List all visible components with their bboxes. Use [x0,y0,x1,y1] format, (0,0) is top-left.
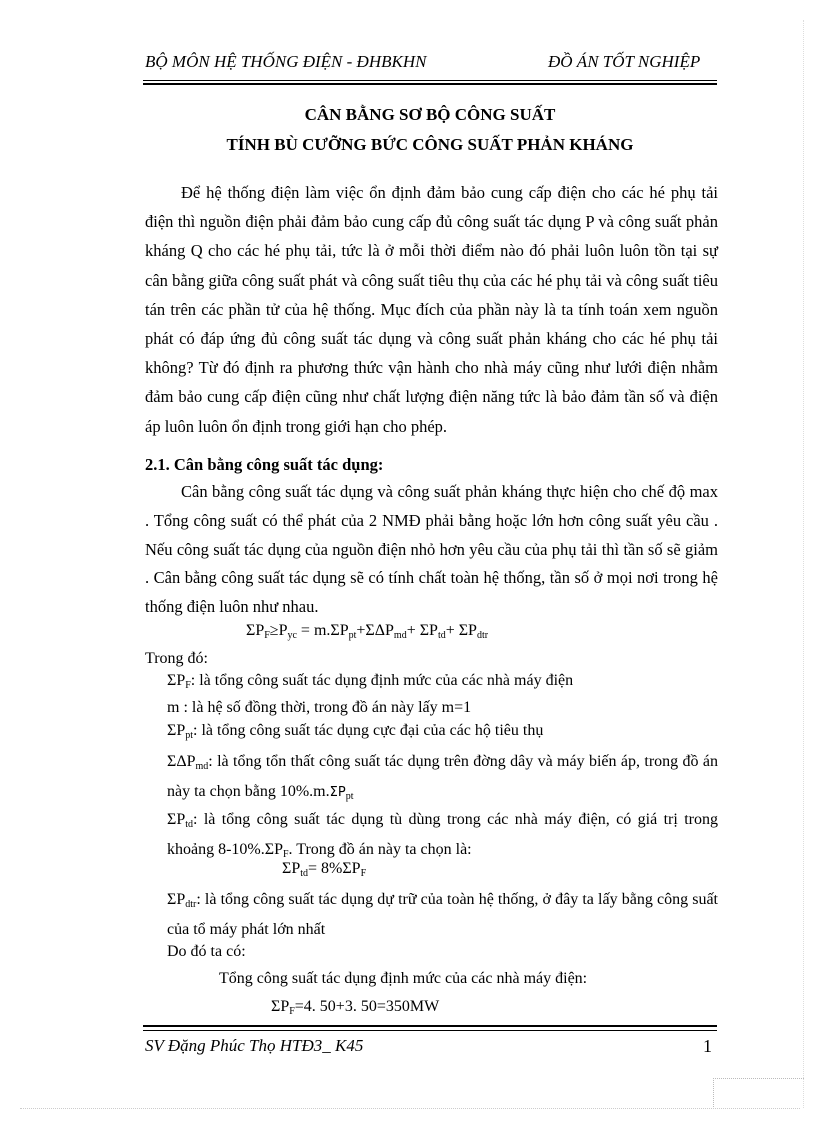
def-m: m : là hệ số đồng thời, trong đồ án này lấy m=1 [167,699,472,716]
title-line-2: TÍNH BÙ CƯỠNG BỨC CÔNG SUẤT PHẢN KHÁNG [226,135,634,154]
header-rule [143,80,717,81]
ptd-formula: $\Sigma P_{td}= 8\%\Sigma P_F$ [282,860,367,879]
page-bottom-guide [20,1108,800,1109]
total-formula: $\Sigma P_F=4$. 50+3. 50=350MW [271,998,440,1017]
def-pdtr: $\Sigma P_{dtr}$: là tổng công suất tác dụng dự trữ của toàn hệ thống, ở đây ta lấy bằng công suất của tổ máy phát lớn nhất [167,891,718,938]
intro-text: Để hệ thống điện làm việc ổn định đảm bảo cung cấp điện cho các hé phụ tải điện thì nguồn điện phải đảm bảo cung cấp đủ công suất tác dụng P và công suất phản kháng Q cho các hé phụ tải, tức là ở mỗi thời điểm nào đó phải luôn luôn tồn tại sự cân bằng giữa công suất phát và công suất tiêu thụ của các hé phụ tải và công suất tiêu tán trên các phần tử của hệ thống. Mục đích của phần này là ta tính toán xem nguồn phát có đáp ứng đủ công suất tác dụng và công suất phản kháng cho các hé phụ tải không? Từ đó định ra phương thức vận hành cho nhà máy cũng như lưới điện nhằm đảm bảo cung cấp điện cũng như chất lượng điện năng tức là bảo đảm tần số và điện áp luôn luôn ổn định trong giới hạn cho phép. [145,183,718,436]
therefore-label: Do đó ta có: [167,943,246,960]
main-formula: $\Sigma P_F\ge P_{yc} = m.\Sigma P_{pt}+\Sigma\Delta P_{md}+ \Sigma P_{td}+ \Sigma P_{dtr}$ [246,622,489,641]
def-ptd: $\Sigma P_{td}$: là tổng công suất tác dụng tù dùng trong các nhà máy điện, có giá trị trong khoảng $8-10\%.\Sigma P_F$. Trong đồ án này ta chọn là: [167,811,718,860]
where-label: Trong đó: [145,650,208,667]
page-number: 1 [703,1036,712,1056]
page-corner-guide [713,1078,804,1109]
def-pf: $\Sigma P_F$: là tổng công suất tác dụng định mức của các nhà máy điện [167,672,574,691]
intro-paragraph [145,178,718,441]
section-paragraph [145,478,718,622]
section-text: Cân bằng công suất tác dụng và công suất phản kháng thực hiện cho chế độ max . Tổng công suất có thể phát của 2 NMĐ phải bằng hoặc lớn hơn công suất yêu cầu . Nếu công suất tác dụng của nguồn điện nhỏ hơn yêu cầu của phụ tải thì tần số sẽ giảm . Cân bằng công suất tác dụng sẽ có tính chất toàn hệ thống, tần số ở mọi nơi trong hệ thống điện luôn như nhau. [145,482,718,617]
section-heading: 2.1. Cân bằng công suất tác dụng: [145,455,384,474]
footer-rule [143,1030,717,1031]
def-pmd: $\Sigma\Delta P_{md}$: là tổng tổn thất công suất tác dụng trên đờng dây và máy biến áp, trong đồ án này ta chọn bằng $10\%.m.\Sigma P_{pt}$ [167,753,718,802]
page-right-guide [803,20,804,1108]
header-rule-thick [143,83,717,85]
header-department: BỘ MÔN HỆ THỐNG ĐIỆN - ĐHBKHN [145,52,427,71]
title-line-1: CÂN BẰNG SƠ BỘ CÔNG SUẤT [304,105,556,124]
footer-author: SV Đặng Phúc Thọ HTĐ3_ K45 [145,1036,364,1055]
total-label: Tổng công suất tác dụng định mức của các nhà máy điện: [219,970,588,987]
header-project-type: ĐỒ ÁN TỐT NGHIỆP [548,52,701,71]
def-ppt: $\Sigma P_{pt}$: là tổng công suất tác dụng cực đại của các hộ tiêu thụ [167,722,544,741]
footer-rule-thick [143,1025,717,1027]
